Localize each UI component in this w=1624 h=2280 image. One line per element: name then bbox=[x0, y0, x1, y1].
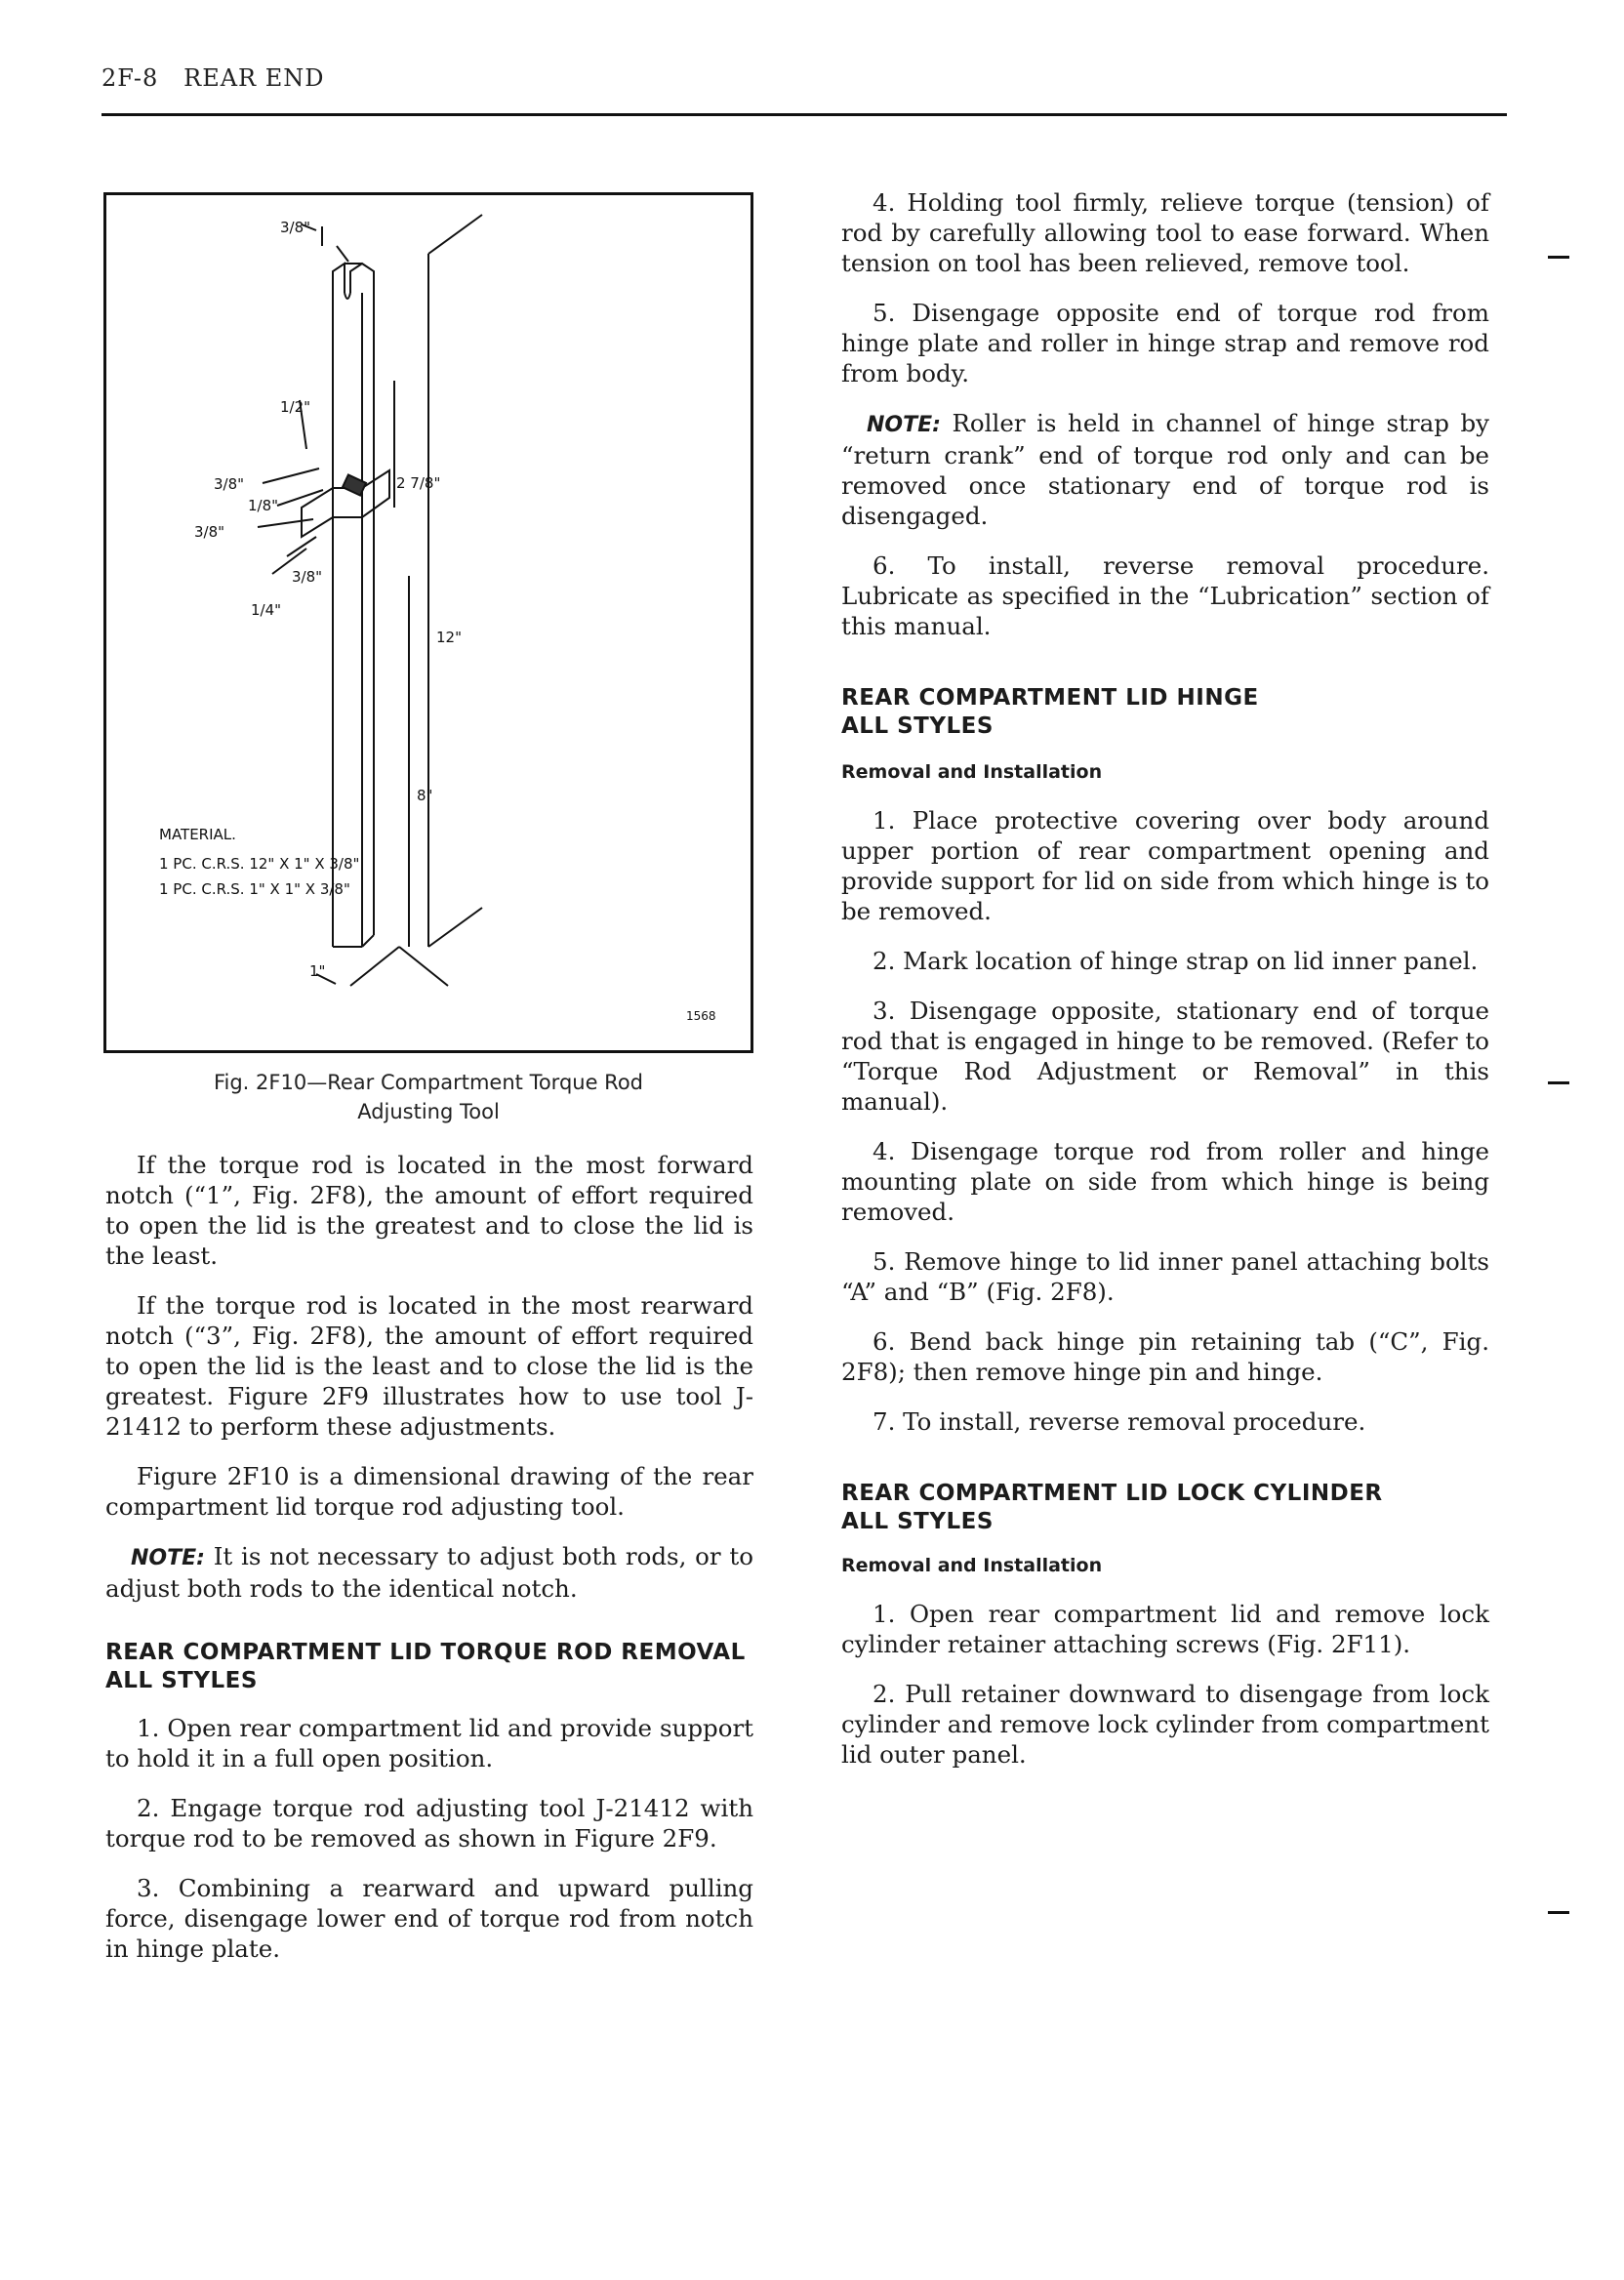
running-head bbox=[102, 64, 325, 92]
note-label-roller: NOTE: bbox=[867, 413, 941, 437]
material-title: MATERIAL. bbox=[159, 826, 236, 843]
lock-step-1: 1. Open rear compartment lid and remove lock cylinder retainer attaching screws (Fig. 2F11). bbox=[841, 1600, 1489, 1658]
hinge-subheading: Removal and Installation bbox=[841, 761, 1103, 783]
left-column bbox=[105, 1150, 753, 1964]
hinge-step-4: 4. Disengage torque rod from roller and hinge mounting plate on side from which hinge is being removed. bbox=[841, 1137, 1489, 1226]
right-column bbox=[841, 187, 1489, 1770]
dim-notch-c: 3/8" bbox=[292, 568, 323, 586]
hinge-step-3: 3. Disengage opposite, stationary end of torque rod that is engaged in hinge to be removed. (Refer to “Torque Rod Adjustment or Removal” in this manual). bbox=[841, 997, 1489, 1116]
lock-subheading: Removal and Installation bbox=[841, 1555, 1103, 1576]
caption-line-1: Fig. 2F10—Rear Compartment Torque Rod bbox=[213, 1071, 644, 1094]
hinge-step-1: 1. Place protective covering over body around upper portion of rear compartment opening and provide support for lid on side from which hinge is to be removed. bbox=[841, 806, 1489, 925]
lock-title-line-1: REAR COMPARTMENT LID LOCK CYLINDER bbox=[841, 1481, 1383, 1506]
dim-eight: 8" bbox=[417, 787, 433, 804]
caption-line-2: Adjusting Tool bbox=[357, 1100, 500, 1123]
margin-mark bbox=[1548, 256, 1569, 259]
lock-step-2: 2. Pull retainer downward to disengage from lock cylinder and remove lock cylinder from compartment lid outer panel. bbox=[841, 1680, 1489, 1769]
hinge-step-5: 5. Remove hinge to lid inner panel attaching bolts “A” and “B” (Fig. 2F8). bbox=[841, 1247, 1489, 1306]
paragraph-forward-notch: If the torque rod is located in the most forward notch (“1”, Fig. 2F8), the amount of effort required to open the lid is the greatest and to close the lid is the least. bbox=[105, 1151, 753, 1270]
figure-box bbox=[103, 192, 753, 1053]
section-lock-cylinder bbox=[841, 1480, 1489, 1536]
hinge-title-line-1: REAR COMPARTMENT LID HINGE bbox=[841, 685, 1259, 711]
paragraph-figure-reference: Figure 2F10 is a dimensional drawing of the rear compartment lid torque rod adjusting tool. bbox=[105, 1462, 753, 1521]
page-label: 2F-8 bbox=[102, 64, 159, 92]
tool-drawing bbox=[106, 195, 751, 1050]
dim-eighth: 1/8" bbox=[248, 497, 279, 514]
dim-two-seven-eighths: 2 7/8" bbox=[396, 474, 441, 492]
note-label: NOTE: bbox=[131, 1546, 205, 1570]
section-torque-rod-removal bbox=[105, 1639, 753, 1695]
material-line-1: 1 PC. C.R.S. 12" X 1" X 3/8" bbox=[159, 855, 360, 873]
step-1: 1. Open rear compartment lid and provide support to hold it in a full open position. bbox=[105, 1714, 753, 1772]
dim-quarter: 1/4" bbox=[251, 601, 282, 619]
section-title-line-1: REAR COMPARTMENT LID TORQUE ROD REMOVAL bbox=[105, 1640, 746, 1665]
step-2: 2. Engage torque rod adjusting tool J-21412 with torque rod to be removed as shown in Figure 2F9. bbox=[105, 1794, 753, 1852]
hinge-step-7: 7. To install, reverse removal procedure. bbox=[873, 1407, 1366, 1436]
note-text: It is not necessary to adjust both rods, or to adjust both rods to the identical notch. bbox=[105, 1542, 753, 1603]
dim-slot-width: 3/8" bbox=[280, 219, 311, 236]
margin-mark bbox=[1548, 1081, 1569, 1084]
step-5: 5. Disengage opposite end of torque rod from hinge plate and roller in hinge strap and remove rod from body. bbox=[841, 299, 1489, 387]
lock-title-line-2: ALL STYLES bbox=[841, 1509, 994, 1534]
hinge-step-2: 2. Mark location of hinge strap on lid inner panel. bbox=[873, 947, 1479, 975]
paragraph-rearward-notch: If the torque rod is located in the most rearward notch (“3”, Fig. 2F8), the amount of effort required to open the lid is the least and to close the lid is the greatest. Figure 2F9 illustrates how to use tool J-21412 to perform these adjustments. bbox=[105, 1291, 753, 1441]
section-title-line-2: ALL STYLES bbox=[105, 1668, 258, 1693]
header-rule bbox=[102, 113, 1507, 116]
dim-notch-a: 3/8" bbox=[214, 475, 245, 493]
material-line-2: 1 PC. C.R.S. 1" X 1" X 3/8" bbox=[159, 880, 350, 898]
section-name: REAR END bbox=[183, 64, 325, 92]
dim-notch-b: 3/8" bbox=[194, 523, 225, 541]
figure-caption bbox=[103, 1068, 753, 1126]
step-3: 3. Combining a rearward and upward pulling force, disengage lower end of torque rod from notch in hinge plate. bbox=[105, 1874, 753, 1963]
note-roller-text: Roller is held in channel of hinge strap by “return crank” end of torque rod only and can be removed once stationary end of torque rod is disengaged. bbox=[841, 409, 1489, 530]
section-lid-hinge bbox=[841, 684, 1489, 741]
dim-one: 1" bbox=[309, 962, 326, 980]
step-6: 6. To install, reverse removal procedure. Lubricate as specified in the “Lubrication” section of this manual. bbox=[841, 551, 1489, 640]
hinge-title-line-2: ALL STYLES bbox=[841, 713, 994, 739]
margin-mark bbox=[1548, 1911, 1569, 1914]
dim-half-inch: 1/2" bbox=[280, 398, 311, 416]
note-roller-paragraph bbox=[841, 408, 1489, 531]
note-paragraph bbox=[105, 1541, 753, 1604]
material-list bbox=[159, 820, 359, 904]
step-4: 4. Holding tool firmly, relieve torque (tension) of rod by carefully allowing tool to ease forward. When tension on tool has been relieved, remove tool. bbox=[841, 188, 1489, 277]
figure-number: 1568 bbox=[686, 1009, 716, 1023]
hinge-step-6: 6. Bend back hinge pin retaining tab (“C”, Fig. 2F8); then remove hinge pin and hinge. bbox=[841, 1327, 1489, 1386]
dim-twelve: 12" bbox=[436, 629, 462, 646]
